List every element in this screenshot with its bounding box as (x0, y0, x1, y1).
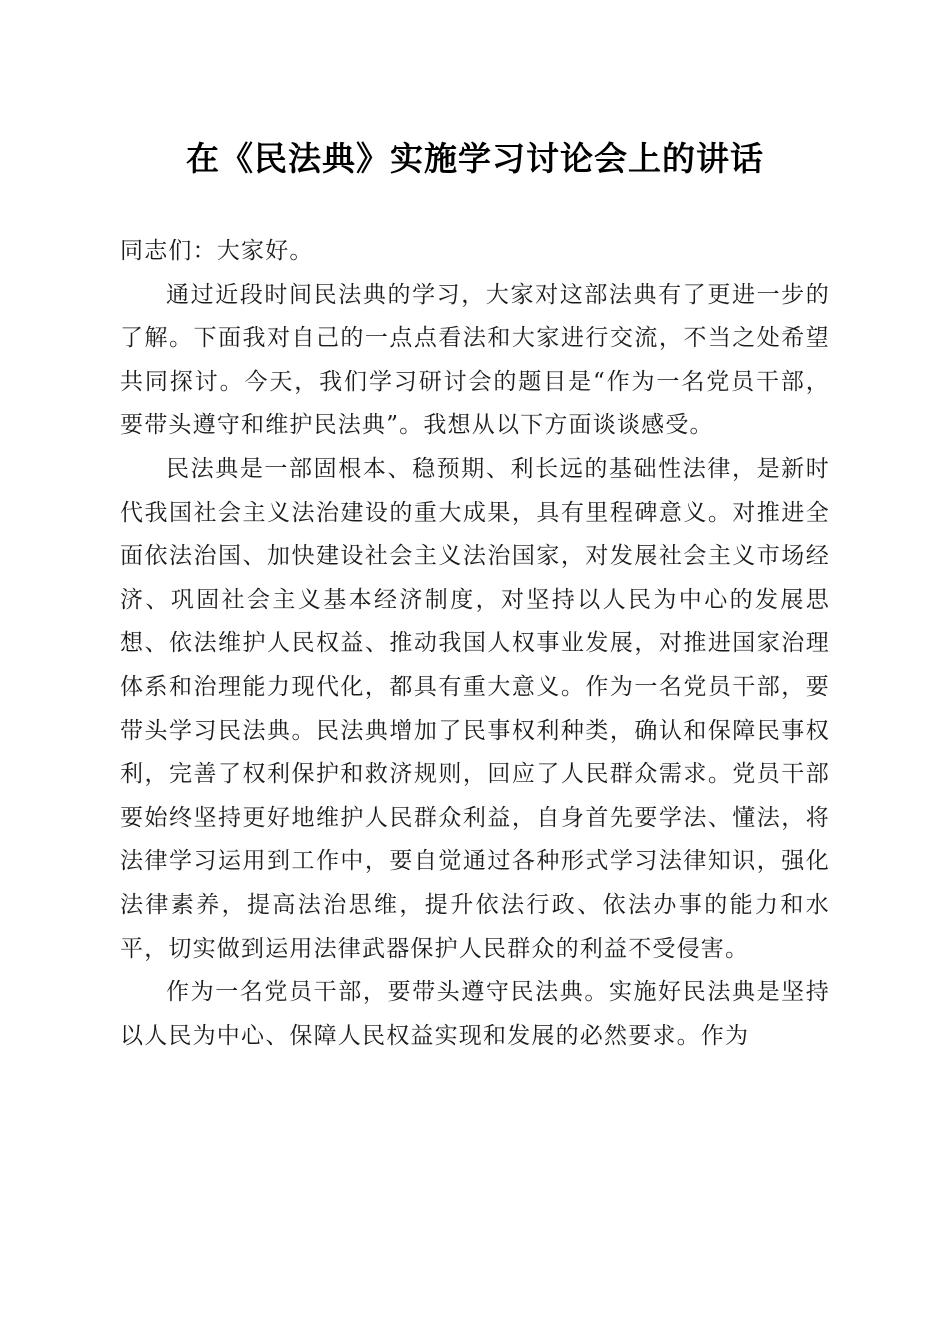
greeting: 同志们：大家好。 (120, 238, 314, 264)
document-title: 在《民法典》实施学习讨论会上的讲话 (186, 139, 764, 178)
paragraph-2: 民法典是一部固根本、稳预期、利长远的基础性法律，是新时代我国社会主义法治建设的重大成果，具有里程碑意义。对推进全面依法治国、加快建设社会主义法治国家，对发展社会主义市场经济、巩固社会主义基本经济制度，对坚持以人民为中心的发展思想、依法维护人民权益、推动我国人权事业发展，对推进国家治理体系和治理能力现代化，都具有重大意义。作为一名党员干部，要带头学习民法典。民法典增加了民事权利种类，确认和保障民事权利，完善了权利保护和救济规则，回应了人民群众需求。党员干部要始终坚持更好地维护人民群众利益，自身首先要学法、懂法，将法律学习运用到工作中，要自觉通过各种形式学习法律知识，强化法律素养，提高法治思维，提升依法行政、依法办事的能力和水平，切实做到运用法律武器保护人民群众的利益不受侵害。 (120, 455, 830, 962)
paragraph-3: 作为一名党员干部，要带头遵守民法典。实施好民法典是坚持以人民为中心、保障人民权益实现和发展的必然要求。作为 (120, 979, 830, 1049)
paragraph-1: 通过近段时间民法典的学习，大家对这部法典有了更进一步的了解。下面我对自己的一点点看法和大家进行交流，不当之处希望共同探讨。今天，我们学习研讨会的题目是“作为一名党员干部，要带头遵守和维护民法典”。我想从以下方面谈谈感受。 (120, 281, 830, 439)
document-body (120, 230, 830, 1058)
